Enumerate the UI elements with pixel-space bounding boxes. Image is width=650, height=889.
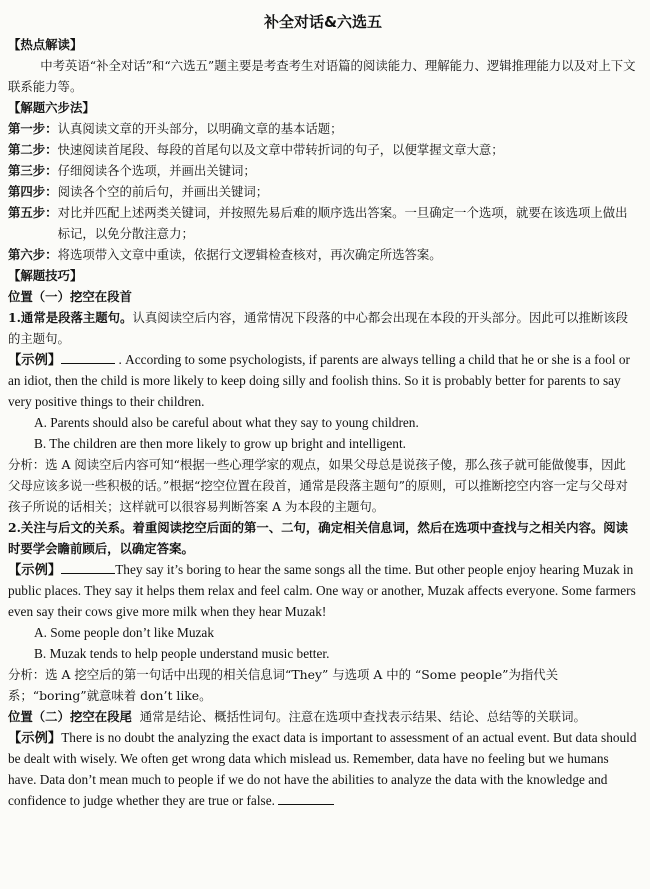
tips-heading: 【解题技巧】 (8, 268, 83, 283)
step-label: 第一步： (8, 121, 58, 136)
hot-heading: 【热点解读】 (8, 37, 83, 52)
example-1 (8, 349, 638, 412)
answer-blank (278, 792, 334, 805)
step-3 (8, 160, 638, 181)
example-label: 【示例】 (8, 352, 62, 367)
step-text: 将选项带入文章中重读，依据行文逻辑检查核对，再次确定所选答案。 (57, 247, 442, 262)
point-1-text: 认真阅读空后内容，通常情况下段落的中心都会出现在本段的开头部分。因此可以推断该段的主题句。 (8, 310, 629, 346)
step-text: 认真阅读文章的开头部分，以明确文章的基本话题； (57, 121, 343, 136)
answer-blank (61, 561, 115, 574)
example-3-text: There is no doubt the analyzing the exact data is important to assessment of an actual event. But data should be dealt with wisely. We often get wrong data which mislead us. Remember, data have no feeling but we humans have. Data don’t mean much to people if we do not have the abilities to analyze the data with the knowledge and confidence to judge whether they are true or false. (8, 730, 637, 808)
hot-text: 中考英语“补全对话”和“六选五”题主要是考查考生对语篇的阅读能力、理解能力、逻辑推理能力以及对上下文联系能力等。 (8, 58, 636, 94)
example-label: 【示例】 (8, 562, 62, 577)
point-1 (8, 307, 638, 349)
step-2 (8, 139, 638, 160)
step-1 (8, 118, 638, 139)
position-2-text: 通常是结论、概括性词句。注意在选项中查找表示结果、结论、总结等的关联词。 (139, 709, 586, 724)
step-text: 仔细阅读各个选项，并画出关键词； (57, 163, 256, 178)
analysis-1: 分析：选 A 阅读空后内容可知“根据一些心理学家的观点，如果父母总是说孩子傻，那么孩子就可能做傻事，因此父母应该多说一些积极的话。”根据“挖空位置在段首，通常是段落主题句”的原则，可以推断挖空内容一定与父母对孩子所说的话相关；这样就可以很容易判断答案 A 为本段的主题句。 (8, 457, 628, 514)
point-2: 2.关注与后文的关系。着重阅读挖空后面的第一、二句，确定相关信息词，然后在选项中查找与之相关内容。阅读时要学会瞻前顾后，以确定答案。 (8, 520, 629, 556)
answer-blank (61, 351, 115, 364)
step-label: 第三步： (8, 163, 58, 178)
steps-heading: 【解题六步法】 (8, 100, 95, 115)
step-label: 第五步： (8, 205, 58, 220)
step-label: 第二步： (8, 142, 58, 157)
example-2-option-b: B. Muzak tends to help people understand music better. (34, 646, 330, 661)
example-1-option-a: A. Parents should also be careful about what they say to young children. (34, 415, 419, 430)
analysis-2: 分析：选 A 挖空后的第一句话中出现的相关信息词“They” 与选项 A 中的 “Some people”为指代关系；“boring”就意味着 don’t like。 (8, 667, 559, 703)
position-2-heading: 位置（二）挖空在段尾 (8, 709, 132, 724)
example-1-option-b: B. The children are then more likely to grow up bright and intelligent. (34, 436, 406, 451)
step-label: 第四步： (8, 184, 58, 199)
step-6 (8, 244, 638, 265)
step-text: 对比并匹配上述两类关键词，并按照先易后难的顺序选出答案。一旦确定一个选项，就要在该选项上做出标记，以免分散注意力； (57, 205, 628, 241)
example-2-text: They say it’s boring to hear the same songs all the time. But other people enjoy hearing Muzak in public places. They say it helps them relax and feel calm. One way or another, Muzak affects everyone. Some farmers even say their cows give more milk when they hear Muzak! (8, 562, 636, 619)
page-title: 补全对话&六选五 (263, 13, 383, 31)
step-5 (8, 202, 638, 244)
point-1-title: 1.通常是段落主题句。 (8, 310, 133, 325)
step-text: 阅读各个空的前后句，并画出关键词； (57, 184, 269, 199)
position-2 (8, 706, 638, 727)
example-label: 【示例】 (8, 730, 62, 745)
example-1-text: . According to some psychologists, if parents are always telling a child that he or she is a fool or an idiot, then the child is more likely to keep doing silly and foolish thins. So it is probably better for parents to say very positive things to their children. (8, 352, 630, 409)
step-4 (8, 181, 638, 202)
example-3 (8, 727, 638, 811)
example-2 (8, 559, 638, 622)
step-label: 第六步： (8, 247, 58, 262)
example-2-option-a: A. Some people don’t like Muzak (34, 625, 214, 640)
position-1-heading: 位置（一）挖空在段首 (8, 289, 132, 304)
step-text: 快速阅读首尾段、每段的首尾句以及文章中带转折词的句子，以便掌握文章大意； (57, 142, 504, 157)
